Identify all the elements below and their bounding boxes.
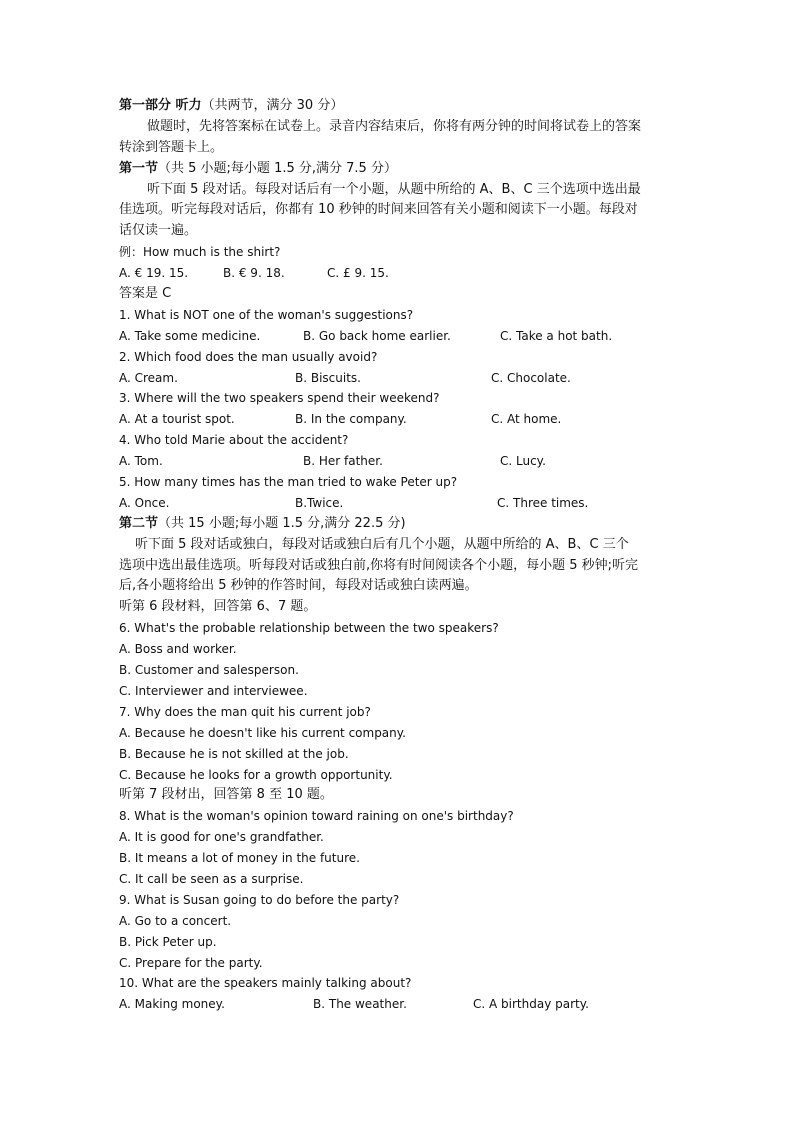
section2-instruction-line-3: 后,各小题将给出 5 秒钟的作答时间，每段对话或独白读两遍。 xyxy=(119,578,478,594)
question-6: 6. What's the probable relationship between the two speakers? xyxy=(119,621,499,636)
question-6-option-b: B. Customer and salesperson. xyxy=(119,663,299,678)
question-4-options xyxy=(119,451,679,472)
example-question: 例：How much is the shirt? xyxy=(119,245,281,260)
section1-title: 第一节 xyxy=(119,160,159,176)
question-1-options xyxy=(119,326,679,347)
section1-instruction-line-1: 听下面 5 段对话。每段对话后有一个小题，从题中所给的 A、B、C 三个选项中选出最 xyxy=(147,181,641,197)
part1-instruction-line-2: 转涂到答题卡上。 xyxy=(119,139,224,155)
option-a: A. Cream. xyxy=(119,370,178,385)
question-2-options xyxy=(119,368,679,389)
question-6-option-c: C. Interviewer and interviewee. xyxy=(119,683,308,698)
question-8: 8. What is the woman's opinion toward raining on one's birthday? xyxy=(119,809,514,824)
question-8-option-c: C. It call be seen as a surprise. xyxy=(119,871,304,886)
section1-instruction-line-2: 佳选项。听完每段对话后，你都有 10 秒钟的时间来回答有关小题和阅读下一小题。每段对 xyxy=(119,202,638,218)
question-9-option-b: B. Pick Peter up. xyxy=(119,934,217,949)
option-b: B. The weather. xyxy=(313,997,407,1012)
section1-heading xyxy=(119,159,679,180)
question-8-option-b: B. It means a lot of money in the future. xyxy=(119,851,360,866)
option-b: B. In the company. xyxy=(295,412,407,427)
question-7: 7. Why does the man quit his current job? xyxy=(119,704,371,719)
section2-title-note: （共 15 小题;每小题 1.5 分,满分 22.5 分) xyxy=(158,515,406,531)
example-option-b: B. € 9. 18. xyxy=(223,266,285,281)
option-a: A. Making money. xyxy=(119,997,225,1012)
option-a: A. At a tourist spot. xyxy=(119,412,235,427)
option-c: C. Take a hot bath. xyxy=(500,328,613,343)
question-6-option-a: A. Boss and worker. xyxy=(119,642,237,657)
question-10: 10. What are the speakers mainly talking about? xyxy=(119,976,412,991)
option-c: C. Chocolate. xyxy=(491,370,571,385)
section1-title-note: （共 5 小题;每小题 1.5 分,满分 7.5 分） xyxy=(158,160,397,176)
question-7-option-b: B. Because he is not skilled at the job. xyxy=(119,746,349,761)
part1-title-note: （共两节，满分 30 分） xyxy=(201,98,344,113)
material-6-heading: 听第 6 段材料，回答第 6、7 题。 xyxy=(119,599,317,615)
option-b: B. Biscuits. xyxy=(295,370,361,385)
option-c: C. A birthday party. xyxy=(473,997,589,1012)
example-option-c: C. £ 9. 15. xyxy=(327,266,389,281)
question-3-options xyxy=(119,409,679,430)
question-2: 2. Which food does the man usually avoid? xyxy=(119,349,378,364)
section2-heading xyxy=(119,514,679,535)
question-1: 1. What is NOT one of the woman's suggestions? xyxy=(119,307,414,322)
option-c: C. Lucy. xyxy=(500,454,546,469)
option-b: B. Go back home earlier. xyxy=(303,328,451,343)
question-10-options xyxy=(119,994,679,1015)
material-7-heading: 听第 7 段材出，回答第 8 至 10 题。 xyxy=(119,787,333,803)
question-5-options xyxy=(119,493,679,514)
section2-title: 第二节 xyxy=(119,515,159,531)
option-b: B.Twice. xyxy=(295,495,344,510)
example-answer: 答案是 C xyxy=(119,286,172,302)
option-c: C. At home. xyxy=(491,412,562,427)
question-8-option-a: A. It is good for one's grandfather. xyxy=(119,830,324,845)
option-a: A. Once. xyxy=(119,495,170,510)
question-4: 4. Who told Marie about the accident? xyxy=(119,433,349,448)
question-7-option-c: C. Because he looks for a growth opportunity. xyxy=(119,767,393,782)
question-5: 5. How many times has the man tried to wake Peter up? xyxy=(119,475,458,490)
section2-instruction-line-1: 听下面 5 段对话或独白，每段对话或独白后有几个小题，从题中所给的 A、B、C 三个 xyxy=(135,536,629,552)
part1-title: 第一部分 听力 xyxy=(119,98,202,113)
question-3: 3. Where will the two speakers spend their weekend? xyxy=(119,391,440,406)
question-9-option-c: C. Prepare for the party. xyxy=(119,955,263,970)
exam-page xyxy=(119,96,679,1015)
question-9: 9. What is Susan going to do before the party? xyxy=(119,892,400,907)
question-7-option-a: A. Because he doesn't like his current company. xyxy=(119,725,406,740)
option-a: A. Take some medicine. xyxy=(119,328,261,343)
section1-instruction-line-3: 话仅读一遍。 xyxy=(119,223,198,239)
example-options xyxy=(119,263,679,284)
part1-instruction-line-1: 做题时，先将答案标在试卷上。录音内容结束后，你将有两分钟的时间将试卷上的答案 xyxy=(147,118,642,134)
option-b: B. Her father. xyxy=(303,454,383,469)
option-c: C. Three times. xyxy=(497,495,589,510)
example-option-a: A. € 19. 15. xyxy=(119,266,189,281)
part1-heading xyxy=(119,96,679,117)
section2-instruction-line-2: 选项中选出最佳选项。听每段对话或独白前,你将有时间阅读各个小题，每小题 5 秒钟;听完 xyxy=(119,557,639,573)
option-a: A. Tom. xyxy=(119,454,163,469)
question-9-option-a: A. Go to a concert. xyxy=(119,913,232,928)
